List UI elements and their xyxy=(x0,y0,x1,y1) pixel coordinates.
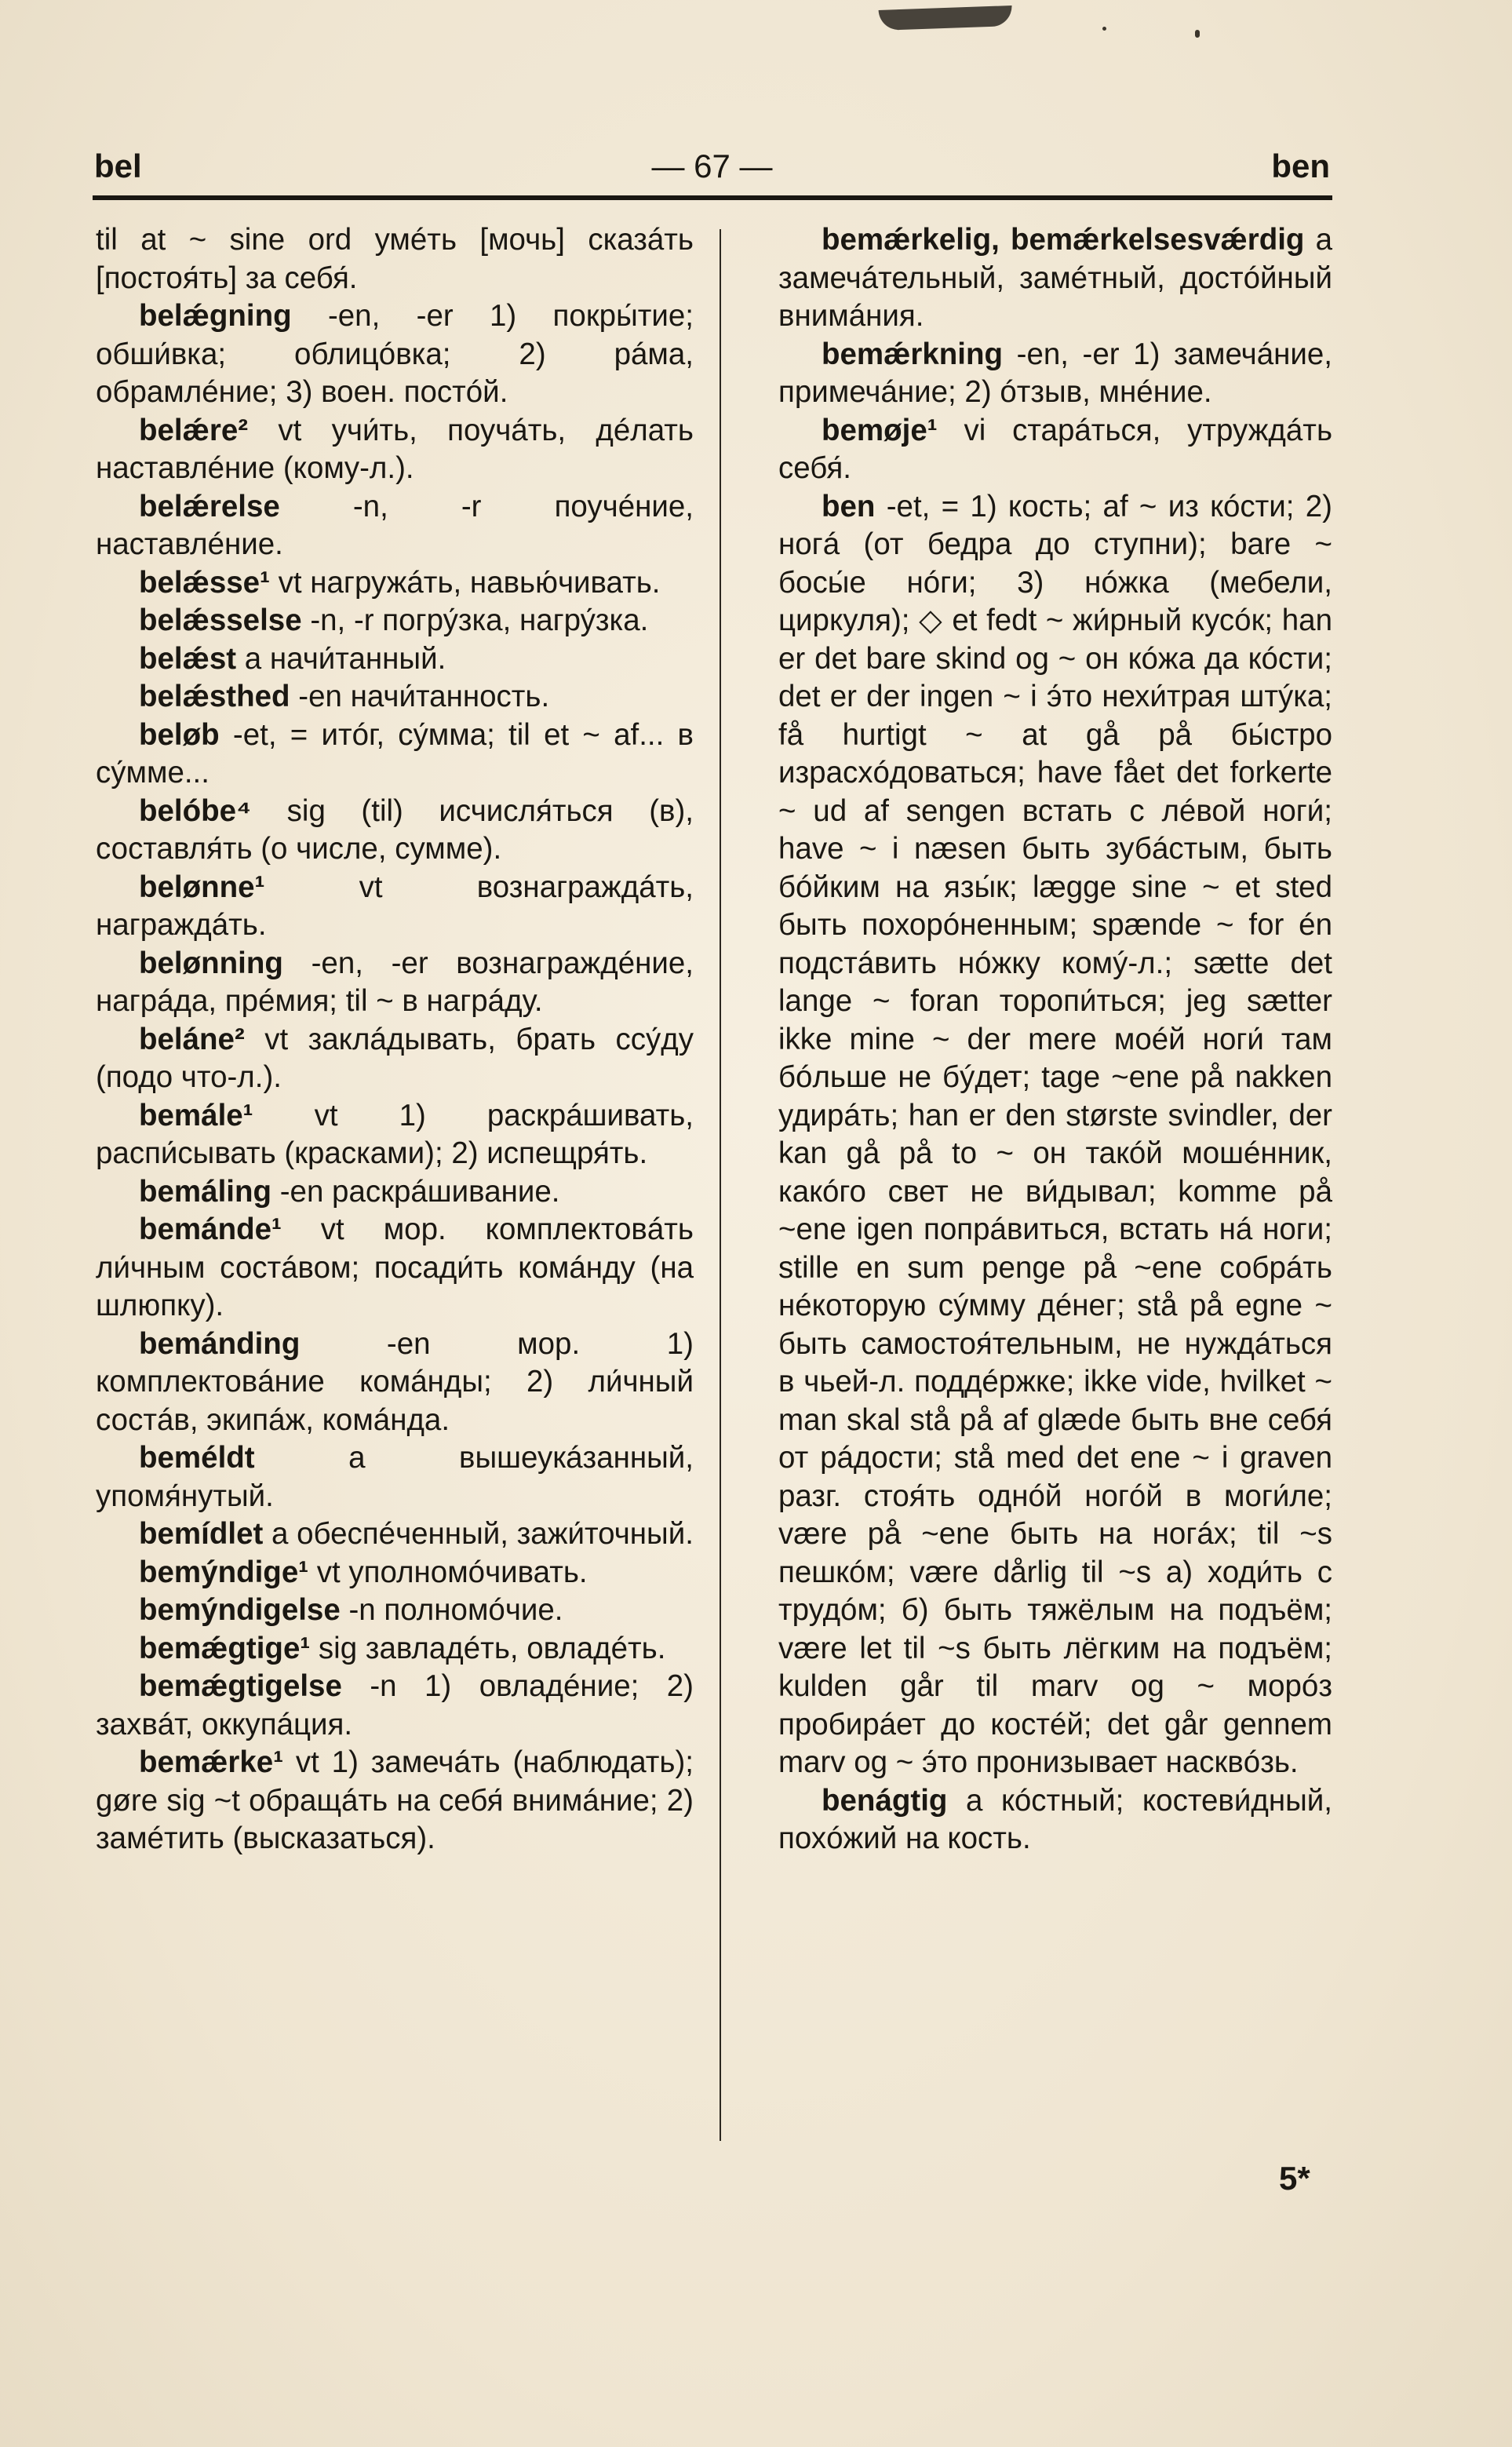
entry-definition: -en начи́танность. xyxy=(290,680,550,713)
headword: bemánde¹ xyxy=(139,1213,282,1246)
entry-definition: -en мор. 1) комплектовáние комáнды; 2) ли́чный состáв, экипáж, комáнда. xyxy=(96,1326,694,1437)
dictionary-entry xyxy=(96,1744,694,1858)
entry-definition: -en, -er 1) замечáние, примечáние; 2) óтзыв, мнéние. xyxy=(778,337,1332,409)
entry-definition: a замечáтельный, замéтный, достóйный внимáния. xyxy=(778,223,1333,333)
entry-definition: vt мор. комплектовáть ли́чным состáвом; посади́ть комáнду (на шлюпку). xyxy=(96,1213,694,1322)
headword: beméldt xyxy=(139,1441,255,1475)
entry-definition: a кóстный; костеви́дный, похóжий на кость. xyxy=(778,1783,1332,1855)
entry-definition: -et, = 1) кость; af ~ из кóсти; 2) ногá (от бедра до ступни); bare ~ босы́е нóги; 3) нóжка (мебели, циркуля); ◇ et fedt ~ жи́рный кусóк; han er det bare skind og ~ он кóжа да кóсти; det er der ingen ~ i э́то нехи́трая штýка; få hurtigt ~ at gå på бы́стро израсхóдоваться; have fået det forkerte ~ ud af sengen встать с лéвой ноги́; have ~ i næsen быть зубáстым, быть бóйким на язы́к; lægge sine ~ et sted быть похорóненным; spænde ~ for én подстáвить нóжку комý-л.; sætte det lange ~ foran торопи́ться; jeg sætter ikke mine ~ der mere моéй ноги́ там бóльше не бýдет; tage ~ene på nakken удирáть; han er den største svindler, der kan gå på to ~ он такóй мошéнник, какóго свет не ви́дывал; komme på ~ene igen попрáвиться, встать нá ноги; stille en sum penge på ~ene собрáть нéкоторую сýмму дéнег; stå på egne ~ быть самостоя́тельным, не нуждáться в чьей-л. поддéржке; ikke vide, hvilket ~ man skal stå på af glæde быть вне себя́ от рáдости; stå med det ene ~ i graven разг. стоя́ть однóй ногóй в моги́ле; være på ~ene быть на ногáх; til ~s пешкóм; være dårlig til ~s а) ходи́ть с трудóм; б) быть тяжёлым на подъём; være let til ~s быть лёгким на подъём; kulden går til marv og ~ морóз пробирáет до костéй; det går gennem marv og ~ э́то пронизывает насквóзь. xyxy=(778,489,1332,1779)
dictionary-entry xyxy=(96,1439,694,1515)
dictionary-entry xyxy=(96,640,694,679)
paper-speck xyxy=(1102,27,1106,31)
dictionary-entry xyxy=(96,564,694,603)
headword: belǽgning xyxy=(139,299,292,333)
dictionary-entry xyxy=(96,488,694,564)
dictionary-entry xyxy=(778,1782,1332,1858)
entry-definition: til at ~ sine ord умéть [мочь] сказáть [постоя́ть] за себя́. xyxy=(96,223,694,295)
entry-definition: -n полномóчие. xyxy=(340,1593,563,1627)
dictionary-entry xyxy=(96,602,694,640)
headword: bemǽgtigelse xyxy=(139,1669,342,1703)
dictionary-entry xyxy=(96,1592,694,1630)
dictionary-entry xyxy=(96,1554,694,1592)
dictionary-entry xyxy=(96,1211,694,1326)
dictionary-entry xyxy=(96,1668,694,1744)
left-guide-word: bel xyxy=(94,148,142,184)
page-number: — 67 — xyxy=(651,148,773,184)
headword: ben xyxy=(822,489,876,523)
headword: beláne² xyxy=(139,1022,245,1056)
column-divider xyxy=(720,229,721,2141)
headword: belǽre² xyxy=(139,413,249,447)
entry-definition: vt заклáдывать, брать ссу́ду (подо что-л.). xyxy=(96,1022,694,1094)
headword: belǽsse¹ xyxy=(139,565,270,600)
paper-speck xyxy=(1195,30,1200,38)
headword: belønne¹ xyxy=(139,870,265,904)
headword: belǽsthed xyxy=(139,680,290,713)
entry-definition: -n, -r поучéние, наставлéние. xyxy=(96,489,694,561)
headword: bemáling xyxy=(139,1174,272,1209)
headword: bemǽrkelig, bemǽrkelsesvǽrdig xyxy=(822,223,1305,257)
dictionary-entry xyxy=(96,869,694,945)
dictionary-entry xyxy=(96,297,694,412)
entry-definition: vt нагружáть, навью́чивать. xyxy=(269,565,661,600)
dictionary-entry xyxy=(96,1097,694,1173)
dictionary-entry xyxy=(96,412,694,488)
headword: bemǽrke¹ xyxy=(139,1745,284,1779)
entry-definition: vt учи́ть, поучáть, дéлать наставлéние (комy-л.). xyxy=(96,413,694,485)
dictionary-entry xyxy=(96,1173,694,1212)
headword: belǽrelse xyxy=(139,489,280,523)
entry-definition: -et, = итóг, су́мма; til et ~ af... в су́мме... xyxy=(96,717,694,790)
entry-definition: sig завладéть, овладéть. xyxy=(310,1631,666,1665)
dictionary-entry xyxy=(96,1515,694,1554)
entry-definition: -en раскрáшивание. xyxy=(271,1174,560,1209)
entry-definition: -en, -er вознаграждéние, нагрáда, прéмия; til ~ в нагрáду. xyxy=(96,946,694,1018)
entry-definition: a обеспéченный, зажи́точный. xyxy=(263,1517,694,1551)
headword: bemále¹ xyxy=(139,1098,253,1132)
dictionary-entry xyxy=(778,336,1332,412)
entry-definition: a начи́танный. xyxy=(236,641,446,676)
entry-definition: -n, -r погру́зка, нагру́зка. xyxy=(301,604,649,637)
headword: belóbe⁴ xyxy=(139,793,252,828)
right-column xyxy=(778,221,1332,1858)
dictionary-entry xyxy=(96,1021,694,1097)
dictionary-entry xyxy=(96,678,694,717)
entry-definition: a вышеукáзанный, упомя́нутый. xyxy=(96,1441,694,1513)
entry-definition: -n 1) овладéние; 2) захвáт, оккупáция. xyxy=(96,1669,694,1741)
dictionary-entry xyxy=(96,793,694,869)
signature-mark: 5* xyxy=(1279,2160,1310,2197)
headword: bemídlet xyxy=(139,1517,264,1551)
headword: belønning xyxy=(139,946,283,980)
headword: belǽsselse xyxy=(139,604,302,637)
dictionary-entry xyxy=(778,412,1332,488)
dictionary-entry xyxy=(96,221,694,297)
entry-definition: vt 1) замечáть (наблюдать); gøre sig ~t обращáть на себя́ внимáние; 2) замéтить (высказаться). xyxy=(96,1745,694,1855)
entry-definition: vt 1) раскрáшивать, распи́сывать (красками); 2) испещря́ть. xyxy=(96,1098,694,1170)
entry-definition: vt уполномóчивать. xyxy=(308,1555,588,1589)
headword: beløb xyxy=(139,717,220,752)
running-header xyxy=(94,148,1330,195)
dictionary-entry xyxy=(96,1630,694,1668)
entry-definition: vt вознаграждáть, награждáть. xyxy=(96,870,694,942)
headword: bemýndigelse xyxy=(139,1593,341,1627)
headword: bemánding xyxy=(139,1326,301,1361)
dictionary-entry xyxy=(778,488,1332,1782)
left-column xyxy=(96,221,694,1858)
headword: bemýndige¹ xyxy=(139,1555,309,1589)
header-rule xyxy=(93,195,1332,200)
dictionary-entry xyxy=(778,221,1332,336)
headword: benágtig xyxy=(822,1783,948,1818)
dictionary-entry xyxy=(96,1326,694,1440)
headword: bemǽrkning xyxy=(822,337,1004,371)
right-guide-word: ben xyxy=(1271,148,1330,184)
paper-scuff xyxy=(879,5,1013,31)
entry-definition: vi старáться, утруждáть себя́. xyxy=(778,413,1332,485)
headword: bemǽgtige¹ xyxy=(139,1631,311,1665)
headword: belǽst xyxy=(139,641,237,676)
entry-definition: -en, -er 1) покры́тие; обши́вка; облицóвка; 2) рáма, обрамлéние; 3) воен. постóй. xyxy=(96,299,694,409)
dictionary-entry xyxy=(96,717,694,793)
dictionary-entry xyxy=(96,945,694,1021)
entry-definition: sig (til) исчисля́ться (в), составля́ть (о числе, сумме). xyxy=(96,793,694,866)
headword: bemøje¹ xyxy=(822,413,938,447)
